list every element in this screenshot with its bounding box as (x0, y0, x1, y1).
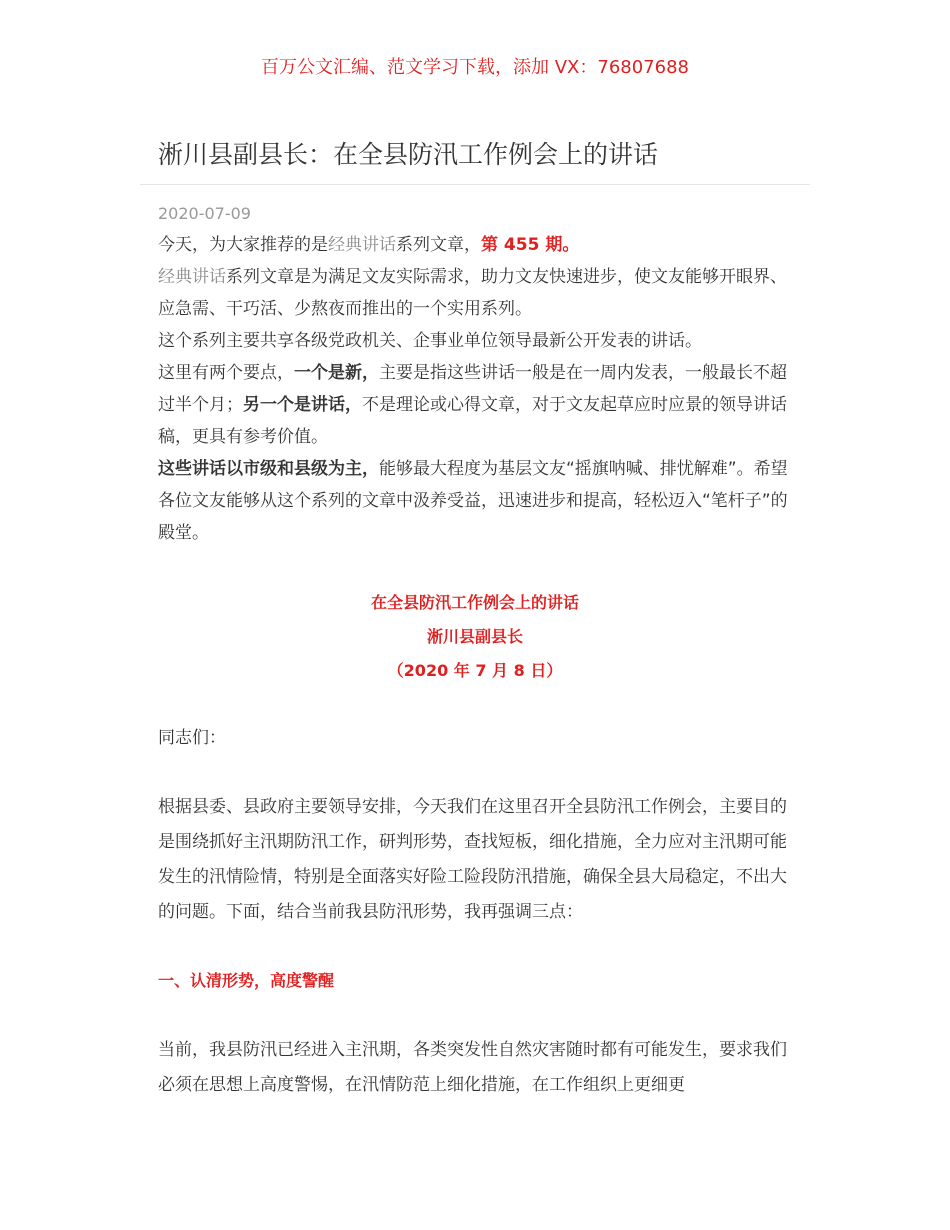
intro-text: 这里有两个要点， (158, 363, 294, 383)
paragraph-text: 根据县委、县政府主要领导安排，今天我们在这里召开全县防汛工作例会，主要目的是围绕抓好主汛期防汛工作，研判形势，查找短板，细化措施，全力应对主汛期可能发生的汛情险情，特别是全面落实好险工险段防汛措施，确保全县大局稳定，不出大的问题。下面，结合当前我县防汛形势，我再强调三点： (158, 797, 787, 922)
intro-paragraph (158, 229, 794, 261)
speech-paragraph (158, 1033, 794, 1103)
speech-date: （2020 年 7 月 8 日） (387, 661, 563, 680)
article-title: 淅川县副县长：在全县防汛工作例会上的讲话 (158, 140, 659, 169)
speech-speaker: 淅川县副县长 (426, 627, 523, 646)
intro-text: 系列文章， (396, 235, 481, 255)
series-name: 经典讲话 (158, 267, 226, 287)
intro-text: 今天，为大家推荐的是 (158, 235, 328, 255)
title-divider (140, 184, 810, 185)
speech-header (0, 586, 950, 688)
article-date: 2020-07-09 (158, 204, 251, 223)
series-name: 经典讲话 (328, 235, 396, 255)
intro-text: 系列文章是为满足文友实际需求，助力文友快速进步，使文友能够开眼界、应急需、干巧活、少熬夜而推出的一个实用系列。 (158, 267, 787, 319)
paragraph-text: 当前，我县防汛已经进入主汛期，各类突发性自然灾害随时都有可能发生，要求我们必须在思想上高度警惕，在汛情防范上细化措施，在工作组织上更细更 (158, 1040, 787, 1095)
intro-paragraph: 这个系列主要共享各级党政机关、企事业单位领导最新公开发表的讲话。 (158, 331, 702, 351)
intro-paragraph (158, 357, 794, 453)
key-point: 另一个是讲话， (243, 395, 362, 415)
intro-text: 不是理论或心得文章，对于文友起草应时应景的领导讲话稿，更具有参考价值。 (158, 395, 787, 447)
key-point: 一个是新， (294, 363, 379, 383)
intro-text: 能够最大程度为基层文友“摇旗呐喊、排忧解难”。希望各位文友能够从这个系列的文章中汲养受益，迅速进步和提高，轻松迈入“笔杆子”的殿堂。 (158, 459, 788, 543)
intro-paragraph (158, 453, 794, 549)
speech-heading: 在全县防汛工作例会上的讲话 (370, 593, 579, 612)
section-heading: 一、认清形势，高度警醒 (158, 971, 335, 990)
promo-banner: 百万公文汇编、范文学习下载，添加 VX：76807688 (261, 57, 689, 78)
key-point: 这些讲话以市级和县级为主， (158, 459, 379, 479)
issue-number: 第 455 期。 (481, 235, 580, 255)
salutation: 同志们： (158, 728, 226, 748)
intro-paragraph (158, 261, 794, 325)
intro-section (158, 229, 794, 549)
intro-text: 主要是指这些讲话一般是在一周内发表，一般最长不超过半个月； (158, 363, 787, 415)
speech-paragraph (158, 790, 794, 930)
